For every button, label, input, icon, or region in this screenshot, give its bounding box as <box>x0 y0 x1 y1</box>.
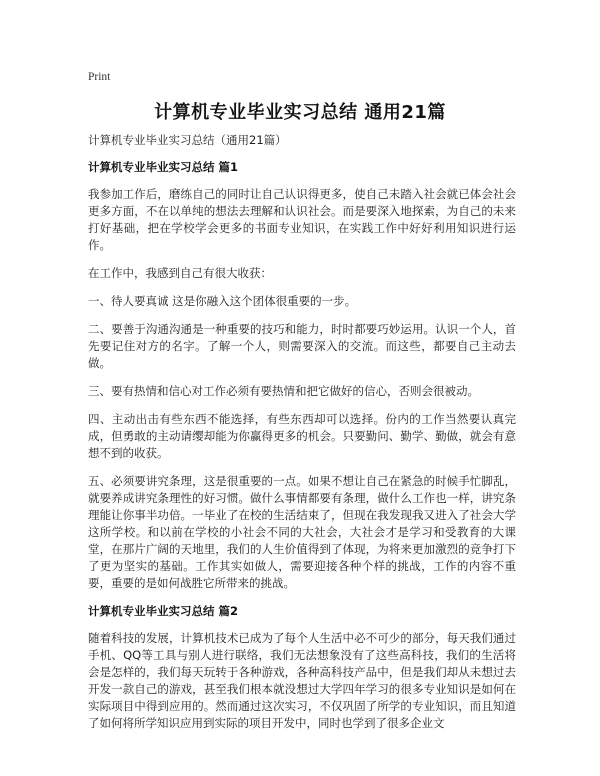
paragraph: 一、待人要真诚 这是你融入这个团体很重要的一步。 <box>88 294 357 308</box>
section-heading: 计算机专业毕业实习总结 篇1 <box>88 160 239 174</box>
section-heading: 计算机专业毕业实习总结 篇2 <box>88 604 239 618</box>
paragraph: 在工作中，我感到自己有很大收获： <box>88 266 272 280</box>
paragraph: 四、主动出击有些东西不能选择，有些东西却可以选择。份内的工作当然要认真完成，但勇敢的主动请缨却能为你赢得更多的机会。只要勤问、勤学、勤做，就会有意想不到的收获。 <box>88 412 516 460</box>
document-subtitle: 计算机专业毕业实习总结（通用21篇） <box>88 133 287 147</box>
print-label[interactable]: Print <box>88 71 111 83</box>
paragraph: 我参加工作后，磨练自己的同时让自己认识得更多，使自己未踏入社会就已体会社会更多方面，不在以单纯的想法去理解和认识社会。而是要深入地探索，为自己的未来打好基础，把在学校学会更多的书面专业知识，在实践工作中好好利用知识进行运作。 <box>88 187 516 252</box>
paragraph: 五、必须要讲究条理，这是很重要的一点。如果不想让自己在紧急的时候手忙脚乱，就要养成讲究条理性的好习惯。做什么事情都要有条理，做什么工作也一样，讲究条理能让你事半功倍。一毕业了在校的生活结束了，但现在我发现我又进入了社会大学这所学校。和以前在学校的小社会不同的大社会，大社会才是学习和受教育的大课堂，在那片广阔的天地里，我们的人生价值得到了体现，为将来更加激烈的竞争打下了更为坚实的基础。工作其实如做人，需要迎接各种个样的挑战，工作的内容不重要，重要的是如何战胜它所带来的挑战。 <box>88 474 516 590</box>
paragraph: 二、要善于沟通沟通是一种重要的技巧和能力，时时都要巧妙运用。认识一个人，首先要记住对方的名字。了解一个人，则需要深入的交流。而这些，都要自己主动去做。 <box>88 322 516 370</box>
paragraph: 随着科技的发展，计算机技术已成为了每个人生活中必不可少的部分，每天我们通过手机、QQ等工具与别人进行联络，我们无法想象没有了这些高科技，我们的生活将会是怎样的，我们每天玩转于各种游戏，各种高科技产品中，但是我们却从未想过去开发一款自己的游戏，甚至我们根本就没想过大学四年学习的很多专业知识是如何在实际项目中得到应用的。然而通过这次实习，不仅巩固了所学的专业知识，而且知道了如何将所学知识应用到实际的项目开发中，同时也学到了很多企业文 <box>88 631 516 730</box>
document-body <box>88 132 516 743</box>
document-title: 计算机专业毕业实习总结 通用21篇 <box>154 102 446 123</box>
paragraph: 三、要有热情和信心对工作必须有要热情和把它做好的信心，否则会很被动。 <box>88 384 479 398</box>
